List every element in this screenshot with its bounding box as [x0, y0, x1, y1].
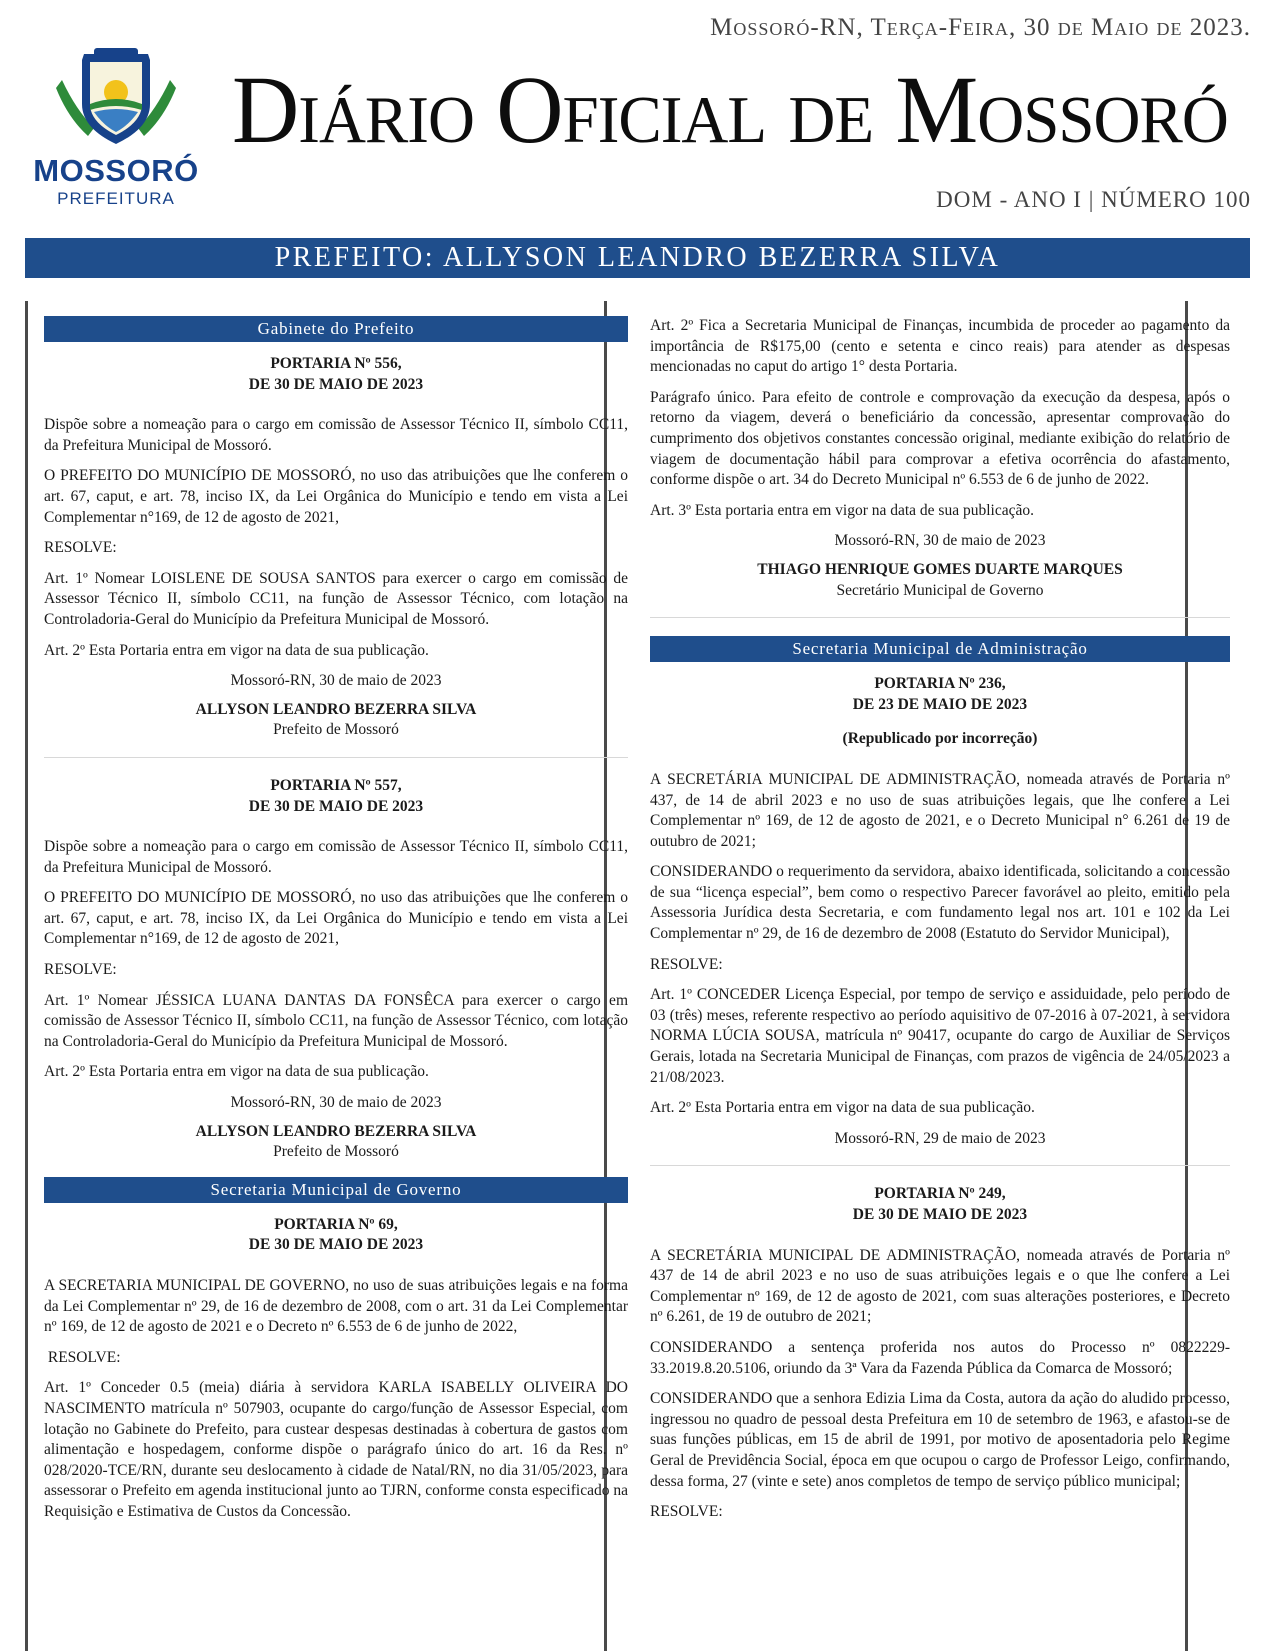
left-column: [44, 316, 628, 1533]
resolve-label: RESOLVE:: [44, 539, 117, 557]
page-header: [0, 0, 1275, 290]
article-2: Art. 2º Esta Portaria entra em vigor na data de sua publicação.: [44, 1063, 429, 1081]
masthead-title: [232, 40, 1254, 180]
portaria-date: DE 30 DE MAIO DE 2023: [852, 1206, 1028, 1223]
signer-role: Prefeito de Mossoró: [273, 721, 399, 739]
place-date: Mossoró-RN, 30 de maio de 2023: [230, 1094, 442, 1112]
portaria-69-title: [44, 1215, 628, 1256]
article-2: Art. 2º Fica a Secretaria Municipal de Finanças, incumbida de proceder ao pagamento da importância de R$175,00 (cento e setenta e cinco reais) para atender as despesas mencionadas no caput do artigo 1° desta Portaria.: [650, 317, 1230, 376]
place-date: Mossoró-RN, 29 de maio de 2023: [834, 1129, 1046, 1147]
preamble: A SECRETÁRIA MUNICIPAL DE ADMINISTRAÇÃO, nomeada através de Portaria nº 437, de 14 de abril 2023 e no uso de suas atribuições legais, que lhe confere a Lei Complementar nº 169, de 12 de agosto de 2021, e o Decreto Municipal n° 6.261 de 19 de outubro de 2021;: [650, 770, 1230, 850]
right-column: [650, 316, 1230, 1533]
divider: [44, 757, 628, 758]
portaria-556-title: [44, 354, 628, 395]
resolve-label: RESOLVE:: [650, 1503, 723, 1521]
republication-note: (Republicado por incorreção): [842, 730, 1038, 748]
portaria-249-title: [650, 1184, 1230, 1225]
portaria-date: DE 30 DE MAIO DE 2023: [248, 797, 424, 815]
portaria-date: DE 30 DE MAIO DE 2023: [248, 1236, 424, 1254]
divider: [650, 1165, 1230, 1166]
signer-name: ALLYSON LEANDRO BEZERRA SILVA: [195, 700, 477, 718]
mossoro-coat-of-arms-icon: [54, 46, 178, 150]
prefeitura-logo: [26, 46, 206, 206]
article-3: Art. 3º Esta portaria entra em vigor na data de sua publicação.: [650, 501, 1034, 519]
section-header-governo: Secretaria Municipal de Governo: [44, 1177, 628, 1203]
signer-role: Secretário Municipal de Governo: [836, 581, 1044, 599]
paragrafo-unico: Parágrafo único. Para efeito de controle e comprovação da execução da despesa, após o retorno da viagem, deverá o beneficiário da concessão, apresentar comprovação do cumprimento dos objetivos constantes concessão original, mediante exibição do relatório de viagem de documentação hábil para comprovar a efetiva ocorrência do afastamento, conforme dispõe o art. 34 do Decreto Municipal nº 6.553 de 6 de junho de 2022.: [650, 388, 1230, 489]
ementa: Dispõe sobre a nomeação para o cargo em comissão de Assessor Técnico II, símbolo CC11, da Prefeitura Municipal de Mossoró.: [44, 416, 628, 454]
portaria-number: PORTARIA Nº 236,: [874, 675, 1006, 693]
article-1: Art. 1º Nomear LOISLENE DE SOUSA SANTOS para exercer o cargo em comissão de Assessor Técnico II, símbolo CC11, na função de Assessor Técnico, com lotação na Controladoria-Geral do Município da Prefeitura Municipal de Mossoró.: [44, 569, 628, 628]
article-2: Art. 2º Esta Portaria entra em vigor na data de sua publicação.: [44, 641, 429, 659]
signer-role: Prefeito de Mossoró: [273, 1143, 399, 1161]
place-date: Mossoró-RN, 30 de maio de 2023: [230, 672, 442, 690]
issue-number: DOM - ANO I | NÚMERO 100: [936, 187, 1251, 212]
portaria-236-title: [650, 674, 1230, 715]
considerando-2: CONSIDERANDO que a senhora Edizia Lima da Costa, autora da ação do aludido processo, ingressou no quadro de pessoal desta Prefeitura em 10 de setembro de 1963, e afastou-se de suas funções públicas, em 15 de abril de 1991, por motivo de aposentadoria pelo Regime Geral de Previdência Social, época em que ocupou o cargo de Professor Leigo, confirmando, dessa forma, 27 (vinte e sete) anos completos de tempo de serviço público municipal;: [650, 1390, 1230, 1490]
preamble: O PREFEITO DO MUNICÍPIO DE MOSSORÓ, no uso das atribuições que lhe conferem o art. 67, caput, e art. 78, inciso IX, da Lei Orgânica do Município e tendo em vista a Lei Complementar n°169, de 12 de agosto de 2021,: [44, 467, 628, 526]
divider: [650, 617, 1230, 618]
section-header-gabinete: Gabinete do Prefeito: [44, 316, 628, 342]
portaria-number: PORTARIA Nº 249,: [874, 1185, 1006, 1203]
ementa: Dispõe sobre a nomeação para o cargo em comissão de Assessor Técnico II, símbolo CC11, da Prefeitura Municipal de Mossoró.: [44, 838, 628, 876]
resolve-label: RESOLVE:: [44, 961, 117, 979]
section-header-administracao: Secretaria Municipal de Administração: [650, 636, 1230, 662]
article-1: Art. 1º Conceder 0.5 (meia) diária à servidora KARLA ISABELLY OLIVEIRA DO NASCIMENTO matrícula nº 507903, ocupante do cargo/função de Assessor Especial, com lotação no Gabinete do Prefeito, para custear despesas destinadas à cobertura de gastos com alimentação e hospedagem, conforme dispõe o parágrafo único do art. 16 da Res. nº 028/2020-TCE/RN, durante seu deslocamento à cidade de Natal/RN, no dia 31/05/2023, para assessorar o Prefeito em agenda institucional junto ao TJRN, conforme consta especificado na Requisição e Estimativa de Custos da Concessão.: [44, 1379, 628, 1520]
portaria-number: PORTARIA Nº 557,: [270, 776, 402, 794]
dateline: Mossoró-RN, Terça-Feira, 30 de Maio de 2023.: [710, 14, 1251, 41]
portaria-date: DE 23 DE MAIO DE 2023: [852, 695, 1028, 713]
portaria-557-title: [44, 776, 628, 817]
article-2: Art. 2º Esta Portaria entra em vigor na data de sua publicação.: [650, 1099, 1035, 1117]
signer-name: THIAGO HENRIQUE GOMES DUARTE MARQUES: [757, 560, 1123, 578]
considerando-1: CONSIDERANDO a sentença proferida nos autos do Processo nº 0822229-33.2019.8.20.5106, oriundo da 3ª Vara da Fazenda Pública da Comarca de Mossoró;: [650, 1338, 1230, 1377]
portaria-number: PORTARIA Nº 556,: [270, 355, 402, 372]
spacer: [44, 1163, 628, 1177]
logo-wordmark: MOSSORÓ: [33, 153, 199, 188]
preamble: A SECRETARIA MUNICIPAL DE GOVERNO, no uso de suas atribuições legais e na forma da Lei Complementar nº 29, de 16 de dezembro de 2008, com o art. 31 da Lei Complementar nº 169, de 12 de agosto de 2021 e o Decreto nº 6.553 de 6 de junho de 2022,: [44, 1277, 628, 1336]
portaria-number: PORTARIA Nº 69,: [274, 1215, 398, 1233]
preamble: A SECRETÁRIA MUNICIPAL DE ADMINISTRAÇÃO, nomeada através de Portaria nº 437 de 14 de abril 2023 e no uso de suas atribuições legais e o que lhe confere a Lei Complementar nº 169, de 12 de agosto de 2021, com suas alterações posteriores, e Decreto nº 6.261, de 19 de outubro de 2021;: [650, 1246, 1230, 1326]
article-1: Art. 1º Nomear JÉSSICA LUANA DANTAS DA FONSÊCA para exercer o cargo em comissão de Assessor Técnico II, símbolo CC11, na função de Assessor Técnico, com lotação na Controladoria-Geral do Município da Prefeitura Municipal de Mossoró.: [44, 991, 628, 1050]
preamble: O PREFEITO DO MUNICÍPIO DE MOSSORÓ, no uso das atribuições que lhe conferem o art. 67, caput, e art. 78, inciso IX, da Lei Orgânica do Município e tendo em vista a Lei Complementar n°169, de 12 de agosto de 2021,: [44, 889, 628, 948]
article-1: Art. 1º CONCEDER Licença Especial, por tempo de serviço e assiduidade, pelo período de 03 (três) meses, referente respectivo ao período aquisitivo de 07-2016 à 07-2021, à servidora NORMA LÚCIA SOUSA, matrícula nº 90417, ocupante do cargo de Auxiliar de Serviços Gerais, lotada na Secretaria Municipal de Finanças, com prazos de vigência de 24/05/2023 a 21/08/2023.: [650, 986, 1230, 1086]
portaria-date: DE 30 DE MAIO DE 2023: [248, 375, 424, 393]
mayor-banner: PREFEITO: ALLYSON LEANDRO BEZERRA SILVA: [25, 238, 1250, 278]
logo-subtitle: PREFEITURA: [57, 189, 175, 208]
considerando: CONSIDERANDO o requerimento da servidora, abaixo identificada, solicitando a concessão de sua “licença especial”, bem como o respectivo Parecer favorável ao pleito, emitido pela Assessoria Jurídica desta Secretaria, e com fundamento legal nos art. 101 e 102 da Lei Complementar nº 29, de 16 de dezembro de 2008 (Estatuto do Servidor Municipal),: [650, 863, 1230, 943]
left-column-rule: [25, 301, 28, 1651]
signer-name: ALLYSON LEANDRO BEZERRA SILVA: [195, 1122, 477, 1140]
resolve-label: RESOLVE:: [650, 955, 723, 973]
place-date: Mossoró-RN, 30 de maio de 2023: [834, 532, 1046, 550]
resolve-label: RESOLVE:: [44, 1348, 121, 1366]
masthead-text: Diário Oficial de Mossoró: [232, 56, 1228, 163]
